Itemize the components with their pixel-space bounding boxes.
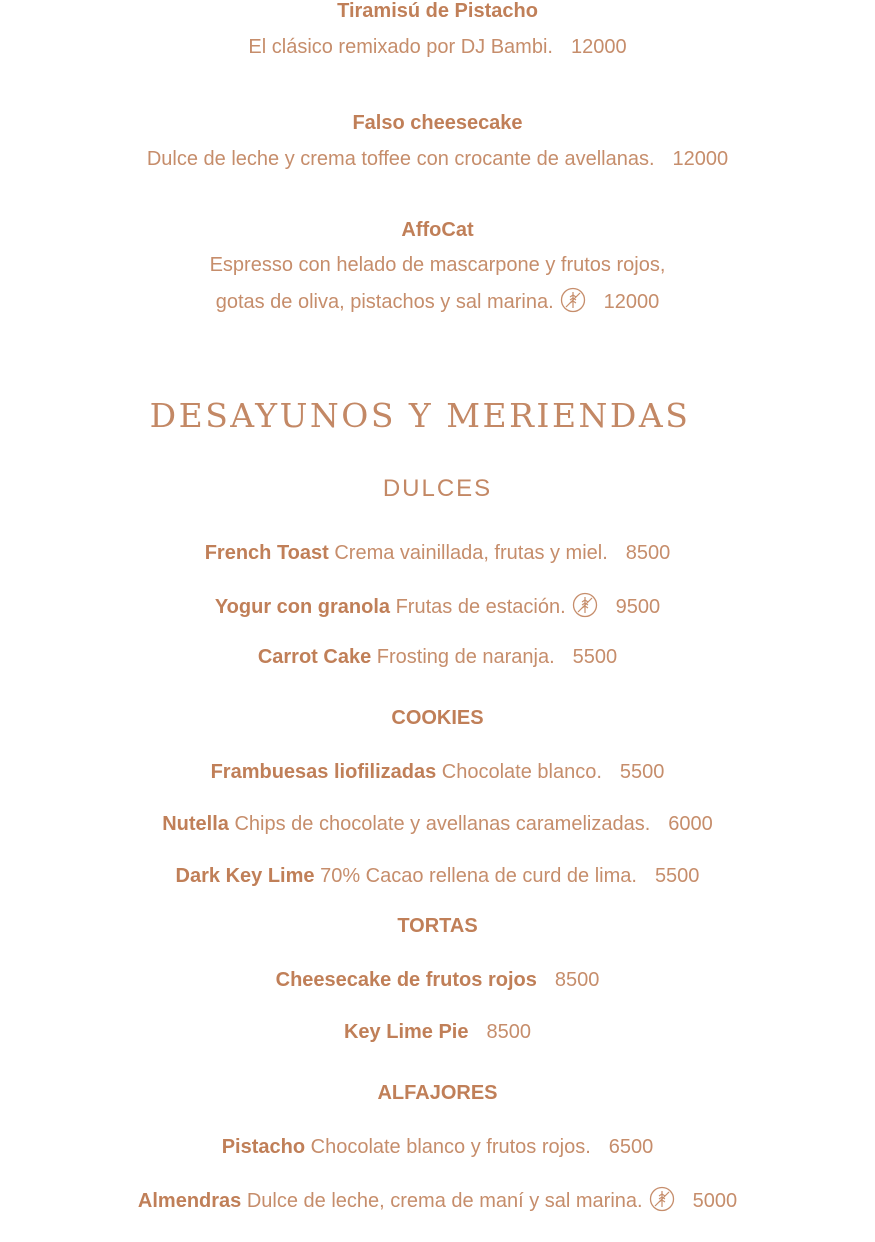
- category-title-tortas: TORTAS: [397, 915, 478, 937]
- item-price: 5000: [692, 1190, 738, 1212]
- category-title-alfajores: ALFAJORES: [377, 1082, 498, 1104]
- wheat-free-icon: [560, 287, 586, 313]
- item-name: Nutella: [162, 813, 229, 835]
- item-name: Carrot Cake: [257, 646, 372, 668]
- item-price: 8500: [554, 969, 600, 991]
- item-desc: Crema vainillada, frutas y miel.: [334, 542, 608, 564]
- item-price: 5500: [619, 761, 665, 783]
- item-desc: gotas de oliva, pistachos y sal marina.: [215, 291, 554, 313]
- item-desc: Chocolate blanco.: [441, 761, 602, 783]
- item-name: Yogur con granola: [214, 596, 391, 618]
- item-name: French Toast: [204, 542, 329, 564]
- menu-item-description: [0, 252, 875, 278]
- item-name: Cheesecake de frutos rojos: [275, 969, 537, 991]
- item-price: 6500: [608, 1136, 654, 1158]
- item-desc: Frutas de estación.: [395, 596, 566, 618]
- category-title-cookies: COOKIES: [391, 707, 484, 729]
- menu-item-name: [0, 0, 875, 24]
- item-name: Dark Key Lime: [175, 865, 315, 887]
- item-name: Tiramisú de Pistacho: [337, 0, 538, 22]
- item-desc: Frosting de naranja.: [376, 646, 555, 668]
- item-name: Pistacho: [221, 1136, 306, 1158]
- item-price: 8500: [625, 542, 671, 564]
- item-desc: El clásico remixado por DJ Bambi.: [248, 36, 553, 58]
- menu-item: [0, 863, 875, 889]
- item-price: 5500: [572, 646, 618, 668]
- menu-item-description: [0, 146, 875, 172]
- item-desc: Chips de chocolate y avellanas caramelizadas.: [234, 813, 651, 835]
- menu-item-name: [0, 110, 875, 136]
- menu-item: [0, 592, 875, 620]
- menu-item: [0, 1134, 875, 1160]
- menu-item-name: [0, 217, 875, 243]
- menu-item-description: [0, 34, 875, 60]
- menu-item: [0, 540, 875, 566]
- item-price: 5500: [654, 865, 700, 887]
- item-name: Almendras: [137, 1190, 242, 1212]
- menu-item: [0, 644, 875, 670]
- item-desc: Espresso con helado de mascarpone y frutos rojos,: [209, 254, 666, 276]
- item-desc: Dulce de leche y crema toffee con crocante de avellanas.: [146, 148, 655, 170]
- wheat-free-icon: [649, 1186, 675, 1212]
- item-price: 8500: [486, 1021, 531, 1043]
- item-name: Key Lime Pie: [343, 1021, 469, 1043]
- item-desc: Dulce de leche, crema de maní y sal marina.: [246, 1190, 643, 1212]
- item-name: AffoCat: [401, 219, 474, 241]
- menu-item: [0, 1019, 875, 1045]
- section-subtitle: DULCES: [382, 475, 493, 502]
- section-title: DESAYUNOS Y MERIENDAS: [149, 396, 691, 435]
- menu-item: [0, 759, 875, 785]
- item-price: 12000: [603, 291, 660, 313]
- item-desc: 70% Cacao rellena de curd de lima.: [320, 865, 637, 887]
- item-desc: Chocolate blanco y frutos rojos.: [310, 1136, 591, 1158]
- item-price: 12000: [672, 148, 729, 170]
- menu-item: [0, 811, 875, 837]
- item-name: Frambuesas liofilizadas: [210, 761, 437, 783]
- item-price: 6000: [668, 813, 713, 835]
- menu-item-description: [0, 287, 875, 315]
- item-price: 12000: [570, 36, 627, 58]
- menu-item: [0, 1186, 875, 1214]
- menu-item: [0, 967, 875, 993]
- item-price: 9500: [615, 596, 661, 618]
- wheat-free-icon: [572, 592, 598, 618]
- item-name: Falso cheesecake: [352, 112, 523, 134]
